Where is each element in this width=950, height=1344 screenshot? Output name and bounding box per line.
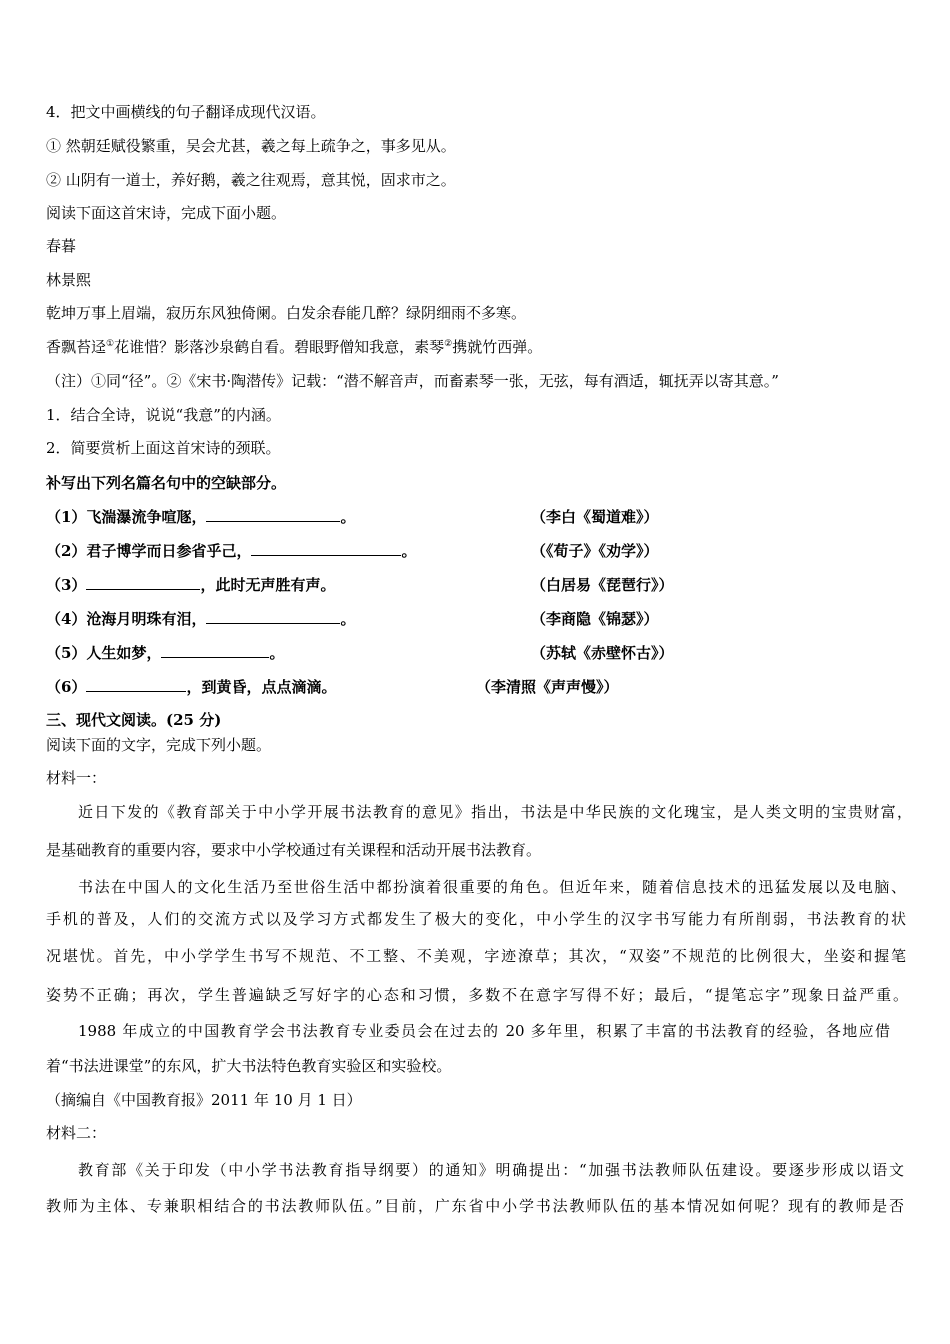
paragraph-4-line-1: 教育部《关于印发（中小学书法教育指导纲要）的通知》明确提出：“加强书法教师队伍建设。要逐步形成以语文 — [78, 1161, 904, 1179]
section-3-heading: 三、现代文阅读。(25 分) — [46, 711, 222, 729]
poem-note: （注）①同“径”。②《宋书·陶潜传》记载：“潜不解音声，而畜素琴一张，无弦，每有酒适，辄抚弄以寄其意。” — [46, 372, 779, 390]
material-2-label: 材料二： — [46, 1124, 107, 1142]
fill-item-2: （2）君子博学而日参省乎己， 。 — [46, 542, 417, 560]
poem-title: 春暮 — [46, 237, 77, 255]
fill-source-6: （李清照《声声慢》） — [476, 678, 619, 696]
poem-author: 林景熙 — [46, 271, 92, 289]
answer-blank[interactable] — [251, 540, 401, 556]
paragraph-2-line-1: 书法在中国人的文化生活乃至世俗生活中都扮演着很重要的角色。但近年来，随着信息技术的迅猛发展以及电脑、 — [78, 878, 906, 896]
question-4-title: 4．把文中画横线的句子翻译成现代汉语。 — [46, 103, 326, 121]
fill-source-5: （苏轼《赤壁怀古》） — [531, 644, 674, 662]
paragraph-2-line-2: 手机的普及，人们的交流方式以及学习方式都发生了极大的变化，中小学生的汉字书写能力有所削弱，书法教育的状 — [46, 910, 906, 928]
answer-blank[interactable] — [206, 506, 340, 522]
answer-blank[interactable] — [86, 676, 186, 692]
fill-item-6: （6） ，到黄昏，点点滴滴。 — [46, 678, 337, 696]
paragraph-3-line-2: 着“书法进课堂”的东风，扩大书法特色教育实验区和实验校。 — [46, 1057, 452, 1075]
footnote-mark-2: ② — [444, 339, 453, 349]
fill-source-1: （李白《蜀道难》） — [531, 508, 659, 526]
poem-intro: 阅读下面这首宋诗，完成下面小题。 — [46, 204, 287, 222]
poem-question-2: 2．简要赏析上面这首宋诗的颈联。 — [46, 439, 281, 457]
answer-blank[interactable] — [206, 608, 340, 624]
poem-line-1: 乾坤万事上眉端，寂历东风独倚阑。白发余春能几醉？绿阴细雨不多寒。 — [46, 304, 527, 322]
poem-line-2: 香飘苔迳①花谁惜？影落沙泉鹤自看。碧眼野僧知我意，素琴②携就竹西弹。 — [46, 338, 543, 356]
fill-item-5: （5）人生如梦， 。 — [46, 644, 285, 662]
answer-blank[interactable] — [161, 642, 269, 658]
material-1-label: 材料一： — [46, 769, 107, 787]
question-4-sentence-1: ① 然朝廷赋役繁重，吴会尤甚，羲之每上疏争之，事多见从。 — [46, 137, 456, 155]
footnote-mark-1: ① — [106, 339, 115, 349]
section-3-intro: 阅读下面的文字，完成下列小题。 — [46, 736, 272, 754]
fill-heading: 补写出下列名篇名句中的空缺部分。 — [46, 474, 287, 492]
fill-item-4: （4）沧海月明珠有泪， 。 — [46, 610, 356, 628]
fill-source-3: （白居易《琵琶行》） — [531, 576, 674, 594]
fill-item-1: （1）飞湍瀑流争喧豗， 。 — [46, 508, 356, 526]
paragraph-3-line-1: 1988 年成立的中国教育学会书法教育专业委员会在过去的 20 多年里，积累了丰富的书法教育的经验，各地应借 — [78, 1022, 890, 1040]
paragraph-2-line-3: 况堪忧。首先，中小学学生书写不规范、不工整、不美观，字迹潦草；其次，“双姿”不规范的比例很大，坐姿和握笔 — [46, 947, 906, 965]
answer-blank[interactable] — [86, 574, 200, 590]
paragraph-1-line-1: 近日下发的《教育部关于中小学开展书法教育的意见》指出，书法是中华民族的文化瑰宝，是人类文明的宝贵财富， — [78, 803, 912, 821]
citation-1: （摘编自《中国教育报》2011 年 10 月 1 日） — [46, 1091, 362, 1109]
paragraph-4-line-2: 教师为主体、专兼职相结合的书法教师队伍。”目前，广东省中小学书法教师队伍的基本情况如何呢？现有的教师是否 — [46, 1197, 904, 1215]
paragraph-2-line-4: 姿势不正确；再次，学生普遍缺乏写好字的心态和习惯，多数不在意字写得不好；最后，“提笔忘字”现象日益严重。 — [46, 986, 908, 1004]
poem-question-1: 1．结合全诗，说说“我意”的内涵。 — [46, 406, 281, 424]
fill-source-4: （李商隐《锦瑟》） — [531, 610, 659, 628]
paragraph-1-line-2: 是基础教育的重要内容，要求中小学校通过有关课程和活动开展书法教育。 — [46, 841, 542, 859]
fill-item-3: （3） ，此时无声胜有声。 — [46, 576, 336, 594]
fill-source-2: （《荀子》《劝学》） — [531, 542, 659, 560]
question-4-sentence-2: ② 山阴有一道士，养好鹅，羲之往观焉，意其悦，固求市之。 — [46, 171, 456, 189]
